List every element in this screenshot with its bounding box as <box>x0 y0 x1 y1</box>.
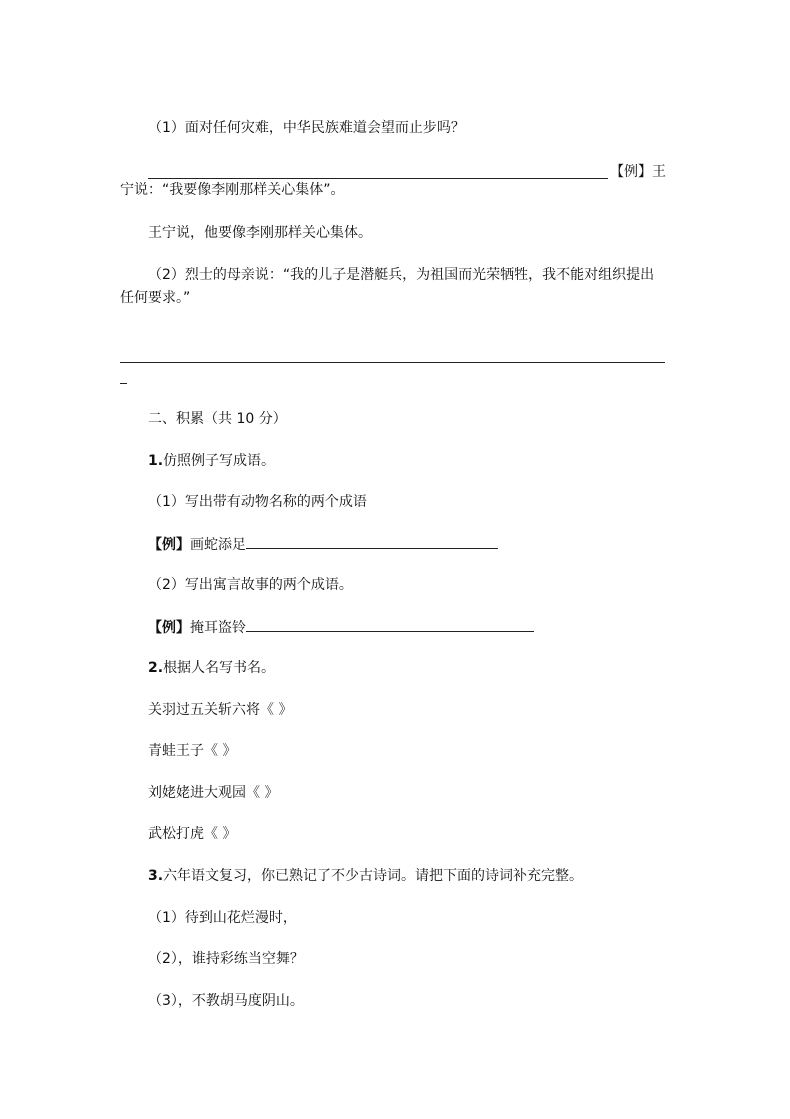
question-2-line-2: 任何要求。” <box>120 290 191 306</box>
answer-line-2-tail <box>120 383 127 384</box>
question-2-line-1: （2）烈士的母亲说：“我的儿子是潜艇兵，为祖国而光荣牺牲，我不能对组织提出 <box>148 267 655 283</box>
item-1-example-1 <box>148 534 498 555</box>
example-bracket-1: 【例】 <box>148 537 190 553</box>
item-3-title <box>148 866 583 886</box>
book-row: 刘姥姥进大观园《 》 <box>148 785 279 801</box>
fill-line-1 <box>246 534 498 549</box>
section-heading: 二、积累（共 10 分） <box>148 411 287 427</box>
poem-row: （1）待到山花烂漫时， <box>148 910 297 926</box>
book-row: 关羽过五关斩六将《 》 <box>148 702 293 718</box>
item-3-text: 六年语文复习，你已熟记了不少古诗词。请把下面的诗词补充完整。 <box>163 868 584 884</box>
item-1-text: 仿照例子写成语。 <box>163 453 276 469</box>
item-1-sub-1: （1）写出带有动物名称的两个成语 <box>148 494 367 510</box>
answer-line-2 <box>120 362 665 363</box>
item-2-number: 2. <box>148 660 164 676</box>
fill-line-2 <box>246 617 534 632</box>
example-answer: 王宁说，他要像李刚那样关心集体。 <box>148 225 372 241</box>
item-1-title <box>148 451 275 471</box>
poem-row: （2），谁持彩练当空舞？ <box>148 951 304 967</box>
poem-row: （3），不教胡马度阴山。 <box>148 993 304 1009</box>
question-1-text: （1）面对任何灾难，中华民族难道会望而止步吗？ <box>148 120 465 136</box>
example-sentence: 宁说：“我要像李刚那样关心集体”。 <box>120 182 345 198</box>
item-1-sub-2: （2）写出寓言故事的两个成语。 <box>148 577 353 593</box>
book-row: 武松打虎《 》 <box>148 826 237 842</box>
item-2-title <box>148 658 275 678</box>
book-row: 青蛙王子《 》 <box>148 743 237 759</box>
example-idiom-2: 掩耳盗铃 <box>190 620 246 636</box>
example-label: 【例】王 <box>610 164 666 180</box>
item-1-example-2 <box>148 617 534 638</box>
item-3-number: 3. <box>148 868 164 884</box>
answer-line-1 <box>148 178 608 179</box>
item-1-number: 1. <box>148 453 164 469</box>
example-bracket-2: 【例】 <box>148 620 190 636</box>
example-idiom-1: 画蛇添足 <box>190 537 246 553</box>
item-2-text: 根据人名写书名。 <box>163 660 276 676</box>
